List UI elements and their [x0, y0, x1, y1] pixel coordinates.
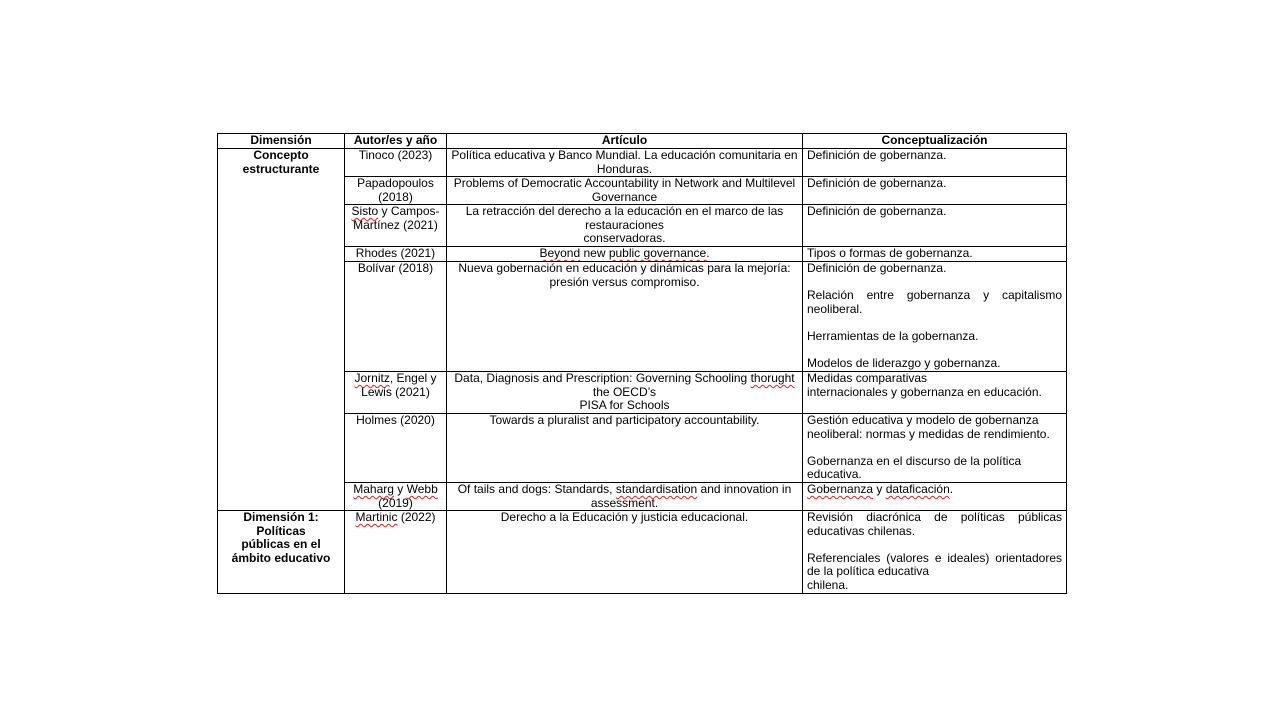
- concept-line: Gobernanza en el discurso de la política educativa.: [807, 453, 1022, 481]
- article-cell: Nueva gobernación en educación y dinámicas para la mejoría: presión versus compromiso.: [447, 262, 803, 372]
- table-row: [218, 483, 1067, 511]
- dimension-cell: [218, 149, 345, 511]
- header-article: Artículo: [447, 134, 803, 149]
- line-gap: [807, 538, 1062, 552]
- concept-line: Tipos o formas de gobernanza.: [807, 246, 973, 260]
- article-cell: [447, 247, 803, 262]
- concept-cell: [803, 511, 1067, 594]
- line-gap: [807, 343, 1062, 357]
- dimension-label: Concepto estructurante: [242, 148, 320, 176]
- table-row: [218, 372, 1067, 414]
- concept-line: Relación entre gobernanza y capitalismo neoliberal.: [807, 288, 1062, 316]
- table-row: [218, 149, 1067, 177]
- header-dimension: Dimensión: [218, 134, 345, 149]
- concept-cell: [803, 149, 1067, 177]
- article-text: and innovation in assessment.: [590, 482, 792, 510]
- concept-cell: [803, 177, 1067, 205]
- article-line: La retracción del derecho a la educación en el marco de las restauraciones: [465, 204, 784, 232]
- concept-cell: [803, 247, 1067, 262]
- author-cell: Holmes (2020): [345, 414, 447, 483]
- spellcheck-word: Beyond: [539, 246, 581, 260]
- article-cell: Política educativa y Banco Mundial. La educación comunitaria en Honduras.: [447, 149, 803, 177]
- concept-line: Gestión educativa y modelo de gobernanza neoliberal: normas y medidas de rendimiento.: [807, 413, 1050, 441]
- spellcheck-word: Martinic: [355, 510, 398, 524]
- table-row: [218, 414, 1067, 483]
- author-cell: Rhodes (2021): [345, 247, 447, 262]
- dimension-label: Dimensión 1: Políticas públicas en el ámbito educativo: [231, 510, 331, 565]
- article-cell: Derecho a la Educación y justicia educacional.: [447, 511, 803, 594]
- header-row: [218, 134, 1067, 149]
- author-cell: [345, 511, 447, 594]
- spellcheck-word: thorught: [750, 371, 795, 385]
- concept-text: .: [949, 482, 954, 496]
- author-text: , Engel y Lewis (2021): [361, 371, 437, 399]
- table-row: [218, 205, 1067, 247]
- spellcheck-word: Gobernanza: [807, 482, 874, 496]
- article-line: [451, 372, 798, 386]
- concept-line: Medidas comparativas: [807, 371, 928, 385]
- article-cell: [447, 205, 803, 247]
- author-text: y: [393, 482, 407, 496]
- concept-line: Modelos de liderazgo y gobernanza.: [807, 355, 1001, 370]
- table-row: [218, 511, 1067, 594]
- literature-table: [217, 133, 1067, 594]
- spellcheck-word: Webb: [406, 482, 438, 496]
- concept-line: Definición de gobernanza.: [807, 176, 947, 190]
- spellcheck-word: Sisto: [351, 204, 379, 218]
- line-gap: [807, 276, 1062, 290]
- concept-line: Herramientas de la gobernanza.: [807, 328, 979, 343]
- concept-cell: [803, 205, 1067, 247]
- author-cell: [345, 205, 447, 247]
- header-concept: Conceptualización: [803, 134, 1067, 149]
- concept-line: Definición de gobernanza.: [807, 261, 947, 275]
- article-line: conservadoras.: [583, 231, 666, 245]
- author-text: y Campos-Martínez (2021): [353, 204, 440, 232]
- concept-text: y: [873, 482, 886, 496]
- author-text: (2022): [397, 510, 436, 524]
- line-gap: [807, 441, 1062, 455]
- concept-line: chilena.: [807, 577, 849, 592]
- spellcheck-word: dataficación: [885, 482, 950, 496]
- table-row: [218, 177, 1067, 205]
- concept-cell: [803, 262, 1067, 372]
- author-cell: Tinoco (2023): [345, 149, 447, 177]
- author-cell: [345, 372, 447, 414]
- article-cell: [447, 483, 803, 511]
- table-row: [218, 247, 1067, 262]
- article-cell: Problems of Democratic Accountability in Network and Multilevel Governance: [447, 177, 803, 205]
- table-row: [218, 262, 1067, 372]
- author-cell: Papadopoulos (2018): [345, 177, 447, 205]
- dimension-cell: [218, 511, 345, 594]
- author-cell: [345, 483, 447, 511]
- concept-cell: [803, 414, 1067, 483]
- header-authors: Autor/es y año: [345, 134, 447, 149]
- article-cell: [447, 372, 803, 414]
- concept-cell: [803, 483, 1067, 511]
- concept-line: Revisión diacrónica de políticas públicas educativas chilenas.: [807, 510, 1062, 538]
- concept-line: Definición de gobernanza.: [807, 148, 947, 162]
- article-line: PISA for Schools: [579, 398, 670, 412]
- article-text: Of tails and dogs: Standards,: [457, 482, 616, 496]
- concept-line: internacionales y gobernanza en educación.: [807, 384, 1042, 399]
- spellcheck-word: Jornitz: [354, 371, 390, 385]
- author-cell: Bolívar (2018): [345, 262, 447, 372]
- concept-cell: [803, 372, 1067, 414]
- article-cell: Towards a pluralist and participatory accountability.: [447, 414, 803, 483]
- concept-line: Definición de gobernanza.: [807, 204, 947, 218]
- article-line: the OECD’s: [592, 384, 657, 399]
- article-text: Data, Diagnosis and Prescription: Governing Schooling: [454, 371, 751, 385]
- line-gap: [807, 316, 1062, 330]
- author-text: (2019): [378, 495, 413, 510]
- spellcheck-word: public governance.: [608, 246, 710, 260]
- article-text: new: [580, 246, 609, 260]
- spellcheck-word: standardisation: [615, 482, 698, 496]
- spellcheck-word: Maharg: [353, 482, 394, 496]
- concept-line: Referenciales (valores e ideales) orientadores de la política educativa: [807, 550, 1062, 578]
